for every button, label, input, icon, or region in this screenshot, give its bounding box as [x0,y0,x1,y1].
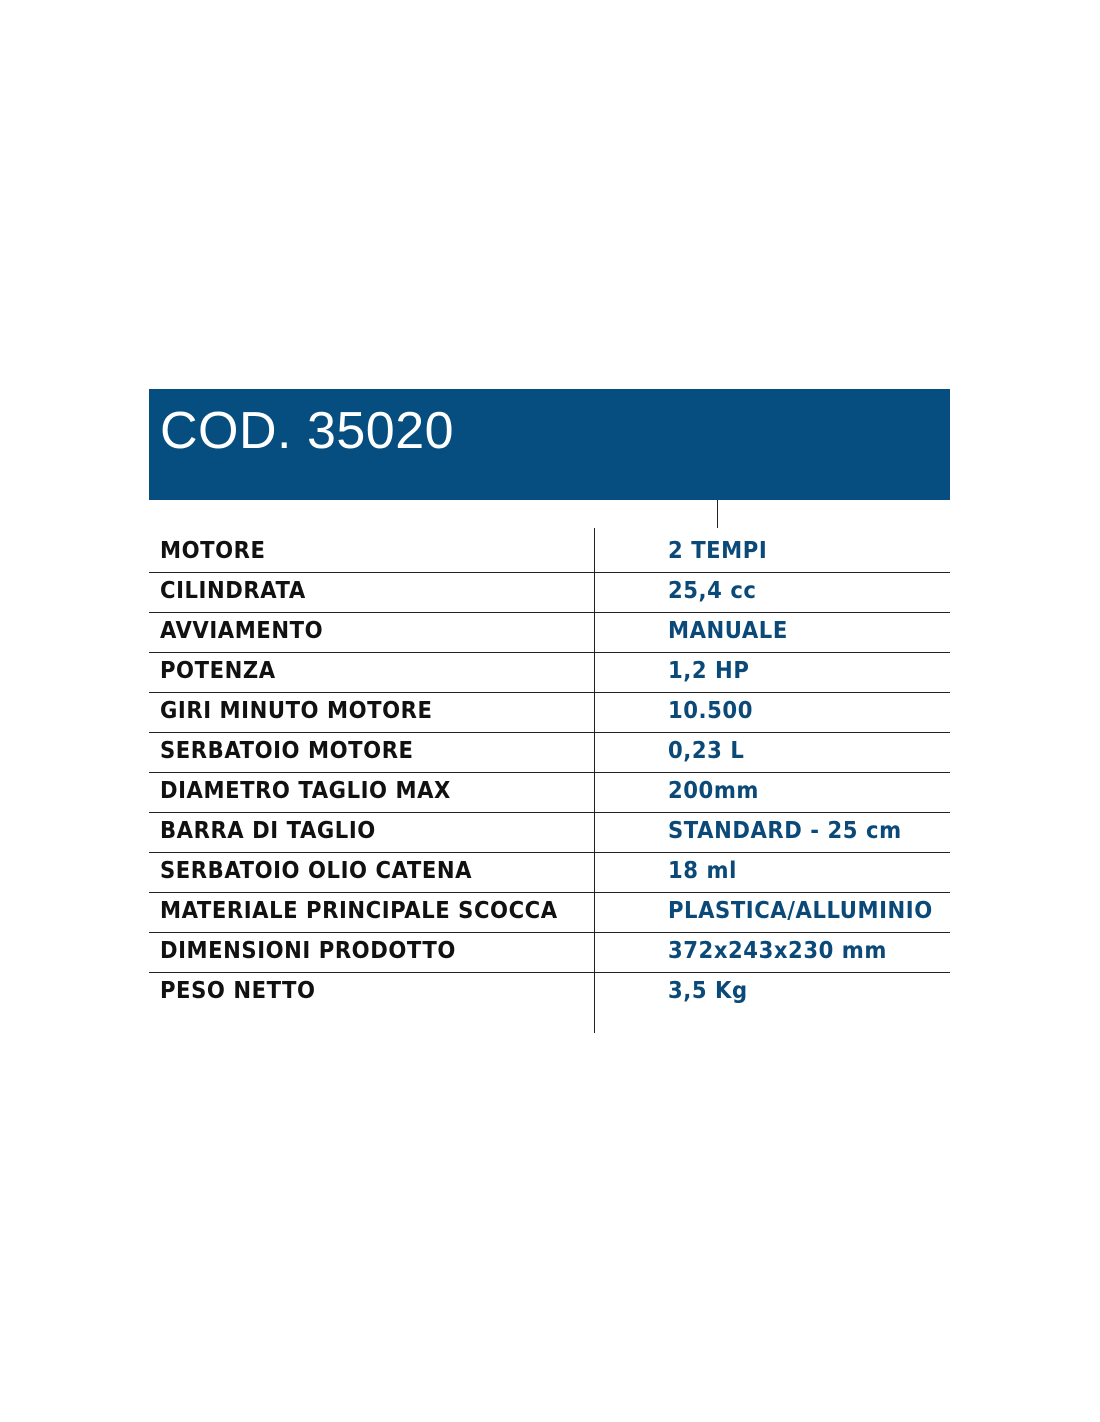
spec-label: BARRA DI TAGLIO [160,818,376,844]
spec-row [149,573,950,613]
spec-row [149,973,950,1012]
spec-value: 10.500 [668,698,753,724]
spec-value: 372x243x230 mm [668,938,888,964]
spec-row [149,533,950,573]
spec-label: SERBATOIO OLIO CATENA [160,858,473,884]
spec-value: 25,4 cc [668,578,757,604]
spec-row [149,813,950,853]
spec-row [149,893,950,933]
spec-value: MANUALE [668,618,788,644]
spec-row [149,853,950,893]
spec-value: 200mm [668,778,760,804]
spec-row [149,613,950,653]
spec-label: AVVIAMENTO [160,618,324,644]
spec-value: STANDARD - 25 cm [668,818,902,844]
spec-row [149,693,950,733]
spec-row [149,653,950,693]
spec-label: CILINDRATA [160,578,306,604]
spec-row [149,733,950,773]
spec-value: 3,5 Kg [668,978,748,1004]
spec-value: PLASTICA/ALLUMINIO [668,898,933,924]
product-code-header [149,389,950,500]
spec-label: MATERIALE PRINCIPALE SCOCCA [160,898,558,924]
spec-value: 2 TEMPI [668,538,768,564]
spec-label: DIAMETRO TAGLIO MAX [160,778,451,804]
spec-row [149,933,950,973]
product-code-title: COD. 35020 [160,402,455,460]
spec-value: 0,23 L [668,738,745,764]
spec-value: 18 ml [668,858,737,884]
spec-value: 1,2 HP [668,658,750,684]
spec-label: GIRI MINUTO MOTORE [160,698,433,724]
spec-label: DIMENSIONI PRODOTTO [160,938,456,964]
spec-label: SERBATOIO MOTORE [160,738,414,764]
spec-label: POTENZA [160,658,276,684]
spec-label: MOTORE [160,538,266,564]
header-tick-divider [717,500,718,528]
spec-label: PESO NETTO [160,978,316,1004]
spec-table [149,533,950,1012]
spec-row [149,773,950,813]
